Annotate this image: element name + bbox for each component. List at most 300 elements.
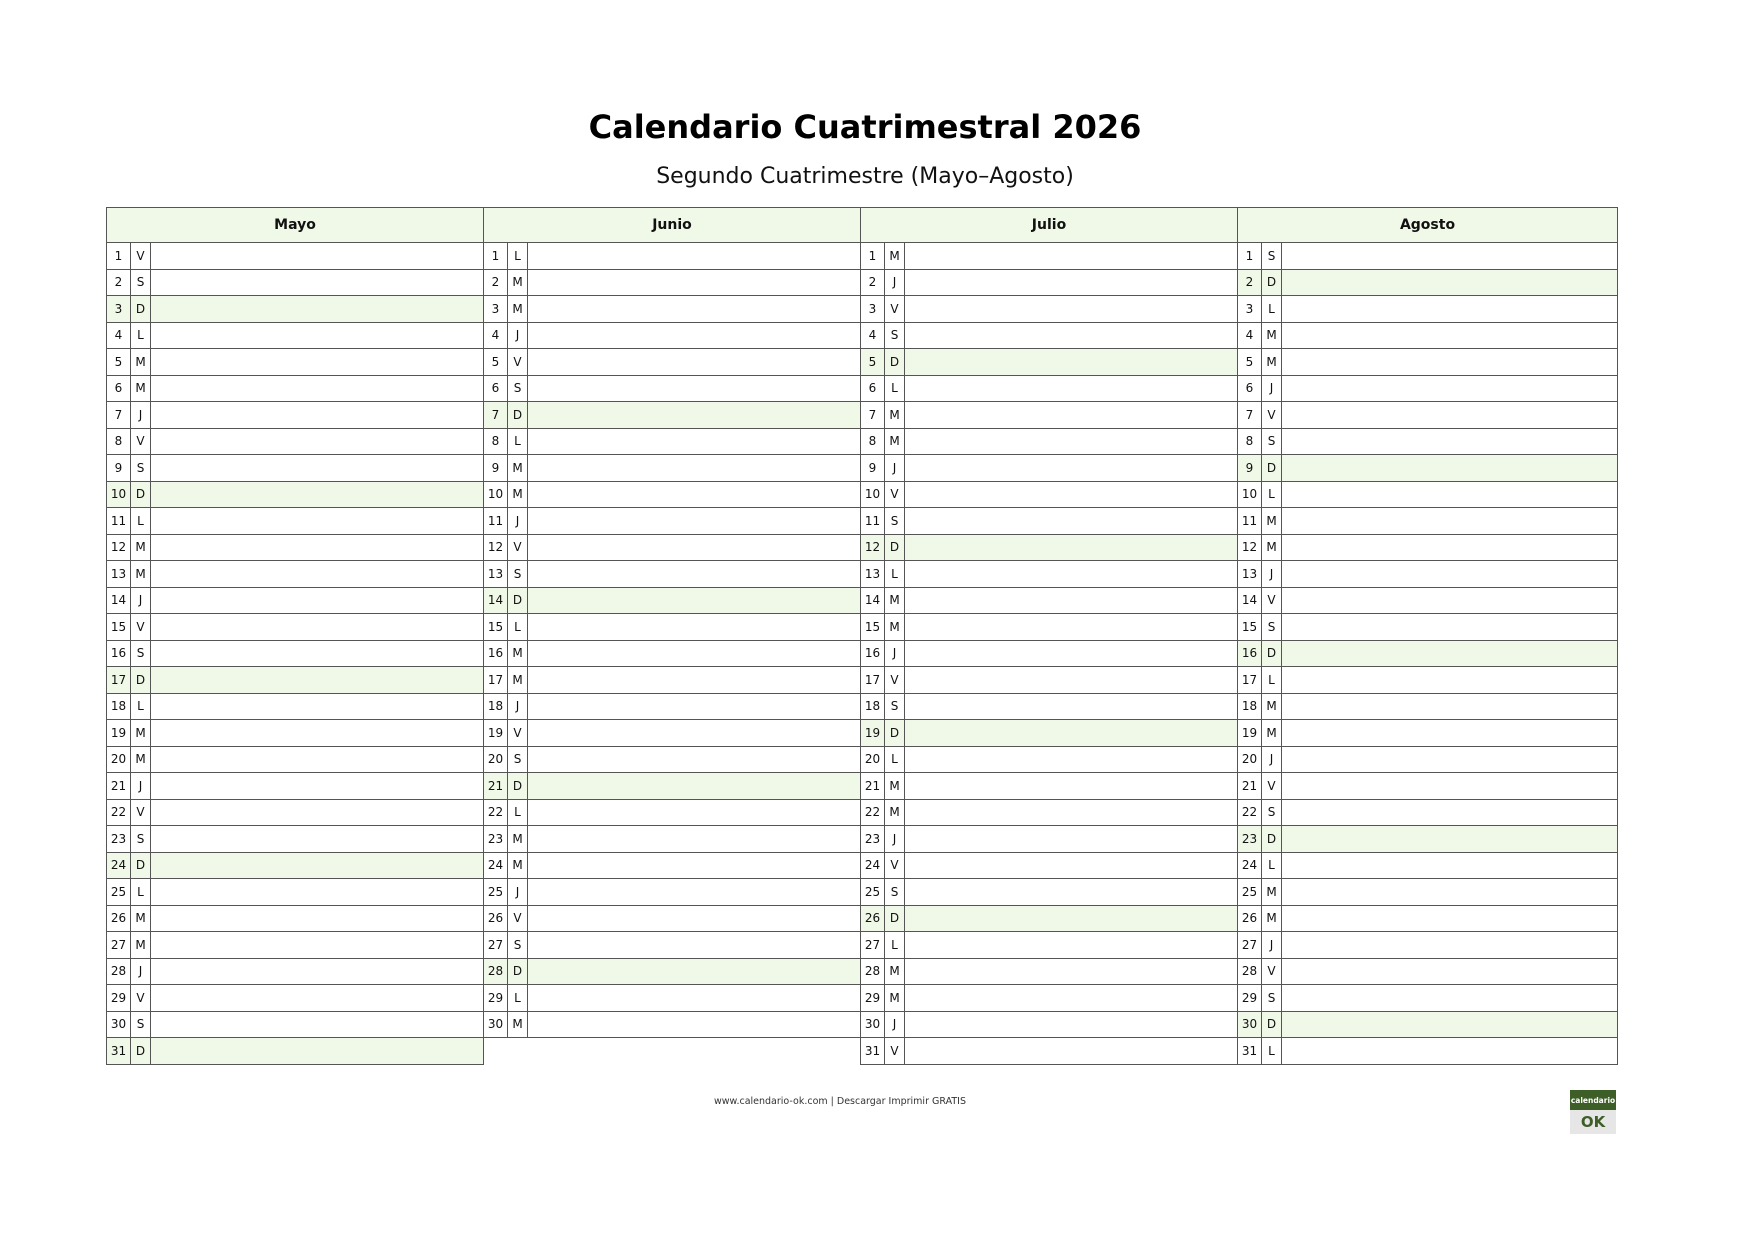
day-note-cell — [1282, 773, 1617, 799]
day-row — [860, 641, 1238, 668]
day-weekday: V — [1262, 773, 1282, 799]
day-row — [860, 270, 1238, 297]
calendario-ok-logo — [1570, 1090, 1616, 1134]
day-weekday: M — [508, 826, 528, 852]
month-header: Julio — [860, 207, 1238, 243]
day-number: 2 — [861, 270, 885, 296]
day-note-cell — [528, 826, 860, 852]
day-row — [106, 614, 484, 641]
day-note-cell — [151, 455, 483, 481]
day-weekday: L — [885, 932, 905, 958]
day-note-cell — [905, 641, 1237, 667]
day-weekday: L — [885, 747, 905, 773]
day-row — [483, 535, 861, 562]
day-row — [106, 879, 484, 906]
day-note-cell — [528, 376, 860, 402]
day-row — [106, 270, 484, 297]
day-note-cell — [1282, 959, 1617, 985]
day-weekday: D — [885, 535, 905, 561]
day-weekday: D — [131, 853, 151, 879]
day-number: 22 — [484, 800, 508, 826]
day-weekday: M — [1262, 720, 1282, 746]
day-note-cell — [905, 773, 1237, 799]
day-row — [106, 482, 484, 509]
day-number: 6 — [484, 376, 508, 402]
day-note-cell — [151, 243, 483, 269]
day-weekday: V — [131, 985, 151, 1011]
day-weekday: S — [1262, 985, 1282, 1011]
day-note-cell — [151, 1012, 483, 1038]
day-note-cell — [905, 1012, 1237, 1038]
day-weekday: S — [508, 932, 528, 958]
day-weekday: V — [131, 800, 151, 826]
day-number: 14 — [107, 588, 131, 614]
day-note-cell — [1282, 455, 1617, 481]
month-column-mayo — [106, 207, 484, 1065]
day-row — [860, 826, 1238, 853]
day-row — [483, 323, 861, 350]
day-row — [860, 747, 1238, 774]
day-number: 29 — [861, 985, 885, 1011]
day-number: 10 — [1238, 482, 1262, 508]
day-note-cell — [528, 1012, 860, 1038]
day-weekday: L — [508, 614, 528, 640]
day-number: 8 — [107, 429, 131, 455]
day-note-cell — [1282, 667, 1617, 693]
day-note-cell — [1282, 985, 1617, 1011]
day-weekday: M — [131, 349, 151, 375]
day-row — [483, 243, 861, 270]
day-weekday: D — [1262, 455, 1282, 481]
day-note-cell — [905, 614, 1237, 640]
day-weekday: V — [885, 1038, 905, 1064]
day-row — [106, 694, 484, 721]
day-note-cell — [151, 985, 483, 1011]
day-row — [1237, 959, 1618, 986]
day-weekday: S — [1262, 429, 1282, 455]
day-note-cell — [528, 959, 860, 985]
day-number: 18 — [484, 694, 508, 720]
day-note-cell — [528, 720, 860, 746]
day-number: 30 — [107, 1012, 131, 1038]
day-row — [860, 323, 1238, 350]
day-weekday: L — [885, 376, 905, 402]
day-row — [483, 270, 861, 297]
day-number: 28 — [861, 959, 885, 985]
day-row — [106, 641, 484, 668]
day-weekday: J — [885, 270, 905, 296]
day-weekday: J — [1262, 561, 1282, 587]
day-weekday: V — [885, 667, 905, 693]
day-row — [106, 800, 484, 827]
day-row — [106, 826, 484, 853]
day-weekday: M — [508, 296, 528, 322]
day-row — [106, 773, 484, 800]
day-row — [483, 376, 861, 403]
day-note-cell — [528, 614, 860, 640]
day-row — [483, 614, 861, 641]
day-row — [1237, 747, 1618, 774]
day-number: 25 — [1238, 879, 1262, 905]
day-number: 1 — [861, 243, 885, 269]
day-row — [1237, 508, 1618, 535]
day-note-cell — [905, 482, 1237, 508]
day-row — [1237, 455, 1618, 482]
day-note-cell — [905, 349, 1237, 375]
day-weekday: V — [131, 429, 151, 455]
day-note-cell — [528, 455, 860, 481]
day-row — [483, 932, 861, 959]
month-header: Agosto — [1237, 207, 1618, 243]
day-number: 16 — [484, 641, 508, 667]
day-row — [106, 561, 484, 588]
day-row — [1237, 561, 1618, 588]
day-note-cell — [528, 853, 860, 879]
day-number: 9 — [107, 455, 131, 481]
day-weekday: M — [885, 243, 905, 269]
day-note-cell — [1282, 720, 1617, 746]
day-row — [860, 296, 1238, 323]
day-weekday: V — [885, 853, 905, 879]
day-row — [106, 535, 484, 562]
day-weekday: D — [885, 349, 905, 375]
month-column-agosto — [1237, 207, 1618, 1065]
day-row — [483, 508, 861, 535]
day-number: 21 — [861, 773, 885, 799]
day-row — [1237, 323, 1618, 350]
day-row — [483, 826, 861, 853]
day-row — [483, 985, 861, 1012]
day-weekday: S — [131, 270, 151, 296]
day-number: 15 — [1238, 614, 1262, 640]
day-note-cell — [1282, 906, 1617, 932]
day-number: 13 — [107, 561, 131, 587]
day-row — [106, 455, 484, 482]
day-row — [106, 959, 484, 986]
day-weekday: V — [131, 243, 151, 269]
day-weekday: M — [508, 455, 528, 481]
day-weekday: V — [508, 535, 528, 561]
day-weekday: J — [131, 959, 151, 985]
day-number: 5 — [861, 349, 885, 375]
day-row — [860, 614, 1238, 641]
day-note-cell — [151, 535, 483, 561]
day-weekday: V — [508, 906, 528, 932]
day-row — [1237, 879, 1618, 906]
day-row — [483, 720, 861, 747]
day-row — [1237, 349, 1618, 376]
day-weekday: S — [508, 747, 528, 773]
day-number: 20 — [107, 747, 131, 773]
day-note-cell — [528, 482, 860, 508]
day-weekday: M — [131, 720, 151, 746]
day-weekday: S — [885, 879, 905, 905]
day-note-cell — [151, 959, 483, 985]
day-note-cell — [528, 800, 860, 826]
day-note-cell — [151, 773, 483, 799]
day-note-cell — [1282, 588, 1617, 614]
day-weekday: S — [131, 641, 151, 667]
day-note-cell — [905, 800, 1237, 826]
day-weekday: D — [131, 296, 151, 322]
day-note-cell — [151, 614, 483, 640]
day-number: 19 — [484, 720, 508, 746]
day-number: 23 — [484, 826, 508, 852]
day-weekday: M — [131, 906, 151, 932]
day-note-cell — [151, 879, 483, 905]
day-number: 12 — [107, 535, 131, 561]
day-note-cell — [151, 296, 483, 322]
day-note-cell — [1282, 323, 1617, 349]
day-number: 27 — [861, 932, 885, 958]
day-row — [860, 482, 1238, 509]
day-note-cell — [528, 429, 860, 455]
day-row — [483, 349, 861, 376]
day-number: 14 — [861, 588, 885, 614]
day-note-cell — [1282, 349, 1617, 375]
day-number: 21 — [484, 773, 508, 799]
day-weekday: S — [885, 694, 905, 720]
day-note-cell — [1282, 270, 1617, 296]
day-note-cell — [151, 641, 483, 667]
day-number: 26 — [107, 906, 131, 932]
day-number: 6 — [1238, 376, 1262, 402]
day-row — [860, 455, 1238, 482]
day-number: 7 — [107, 402, 131, 428]
day-note-cell — [151, 323, 483, 349]
page-subtitle: Segundo Cuatrimestre (Mayo–Agosto) — [656, 164, 1074, 189]
day-weekday: S — [1262, 243, 1282, 269]
day-note-cell — [151, 270, 483, 296]
day-weekday: L — [508, 429, 528, 455]
day-note-cell — [905, 853, 1237, 879]
day-note-cell — [1282, 1038, 1617, 1064]
day-number: 28 — [1238, 959, 1262, 985]
day-row — [483, 906, 861, 933]
day-row — [860, 376, 1238, 403]
day-row — [106, 853, 484, 880]
day-weekday: D — [508, 773, 528, 799]
day-row — [483, 694, 861, 721]
footer-text: www.calendario-ok.com | Descargar Imprimir GRATIS — [714, 1096, 966, 1107]
month-column-julio — [860, 207, 1238, 1065]
day-note-cell — [1282, 482, 1617, 508]
day-note-cell — [1282, 641, 1617, 667]
day-number: 9 — [1238, 455, 1262, 481]
day-note-cell — [905, 243, 1237, 269]
day-note-cell — [1282, 508, 1617, 534]
day-weekday: M — [1262, 535, 1282, 561]
day-note-cell — [905, 959, 1237, 985]
day-weekday: M — [508, 482, 528, 508]
day-row — [1237, 614, 1618, 641]
day-note-cell — [905, 588, 1237, 614]
day-note-cell — [528, 561, 860, 587]
day-weekday: D — [508, 402, 528, 428]
day-row — [860, 906, 1238, 933]
day-number: 23 — [107, 826, 131, 852]
day-weekday: M — [1262, 906, 1282, 932]
day-weekday: L — [131, 508, 151, 534]
day-row — [106, 720, 484, 747]
day-number: 15 — [861, 614, 885, 640]
day-number: 23 — [1238, 826, 1262, 852]
day-note-cell — [905, 535, 1237, 561]
day-row — [483, 455, 861, 482]
day-weekday: M — [131, 561, 151, 587]
day-note-cell — [528, 349, 860, 375]
day-number: 5 — [107, 349, 131, 375]
day-weekday: J — [131, 773, 151, 799]
day-weekday: J — [131, 402, 151, 428]
day-row — [860, 402, 1238, 429]
day-note-cell — [151, 349, 483, 375]
day-number: 10 — [861, 482, 885, 508]
day-number: 26 — [861, 906, 885, 932]
day-note-cell — [528, 243, 860, 269]
day-note-cell — [1282, 694, 1617, 720]
day-weekday: D — [131, 1038, 151, 1064]
day-weekday: D — [508, 959, 528, 985]
day-note-cell — [528, 932, 860, 958]
day-number: 12 — [861, 535, 885, 561]
day-number: 10 — [484, 482, 508, 508]
day-row — [483, 747, 861, 774]
day-row — [483, 641, 861, 668]
day-row — [1237, 694, 1618, 721]
day-row — [1237, 482, 1618, 509]
logo-top-text: calendario — [1570, 1090, 1616, 1110]
day-number: 4 — [484, 323, 508, 349]
day-weekday: L — [1262, 853, 1282, 879]
day-note-cell — [151, 429, 483, 455]
day-weekday: L — [131, 694, 151, 720]
day-note-cell — [151, 376, 483, 402]
day-number: 24 — [107, 853, 131, 879]
day-note-cell — [1282, 402, 1617, 428]
day-weekday: M — [508, 667, 528, 693]
day-number: 1 — [484, 243, 508, 269]
day-note-cell — [528, 641, 860, 667]
day-row — [106, 1012, 484, 1039]
day-number: 5 — [1238, 349, 1262, 375]
day-weekday: V — [508, 349, 528, 375]
day-row — [1237, 853, 1618, 880]
day-row — [1237, 826, 1618, 853]
day-number: 20 — [484, 747, 508, 773]
day-number: 3 — [484, 296, 508, 322]
day-row — [106, 243, 484, 270]
day-note-cell — [151, 720, 483, 746]
day-number: 24 — [861, 853, 885, 879]
day-note-cell — [151, 508, 483, 534]
day-row — [860, 694, 1238, 721]
day-weekday: V — [1262, 588, 1282, 614]
day-note-cell — [528, 773, 860, 799]
day-number: 27 — [107, 932, 131, 958]
day-number: 2 — [484, 270, 508, 296]
day-number: 29 — [484, 985, 508, 1011]
day-number: 9 — [861, 455, 885, 481]
day-row — [860, 773, 1238, 800]
day-weekday: L — [131, 323, 151, 349]
day-number: 28 — [484, 959, 508, 985]
day-number: 8 — [861, 429, 885, 455]
day-note-cell — [528, 747, 860, 773]
day-weekday: M — [131, 376, 151, 402]
day-row — [106, 296, 484, 323]
day-weekday: V — [885, 482, 905, 508]
day-row — [1237, 588, 1618, 615]
day-note-cell — [1282, 879, 1617, 905]
day-note-cell — [1282, 1012, 1617, 1038]
day-row — [106, 985, 484, 1012]
day-weekday: S — [131, 1012, 151, 1038]
day-weekday: S — [1262, 800, 1282, 826]
day-number: 1 — [107, 243, 131, 269]
day-number: 2 — [1238, 270, 1262, 296]
day-number: 12 — [1238, 535, 1262, 561]
day-note-cell — [528, 508, 860, 534]
day-number: 10 — [107, 482, 131, 508]
day-note-cell — [1282, 561, 1617, 587]
day-weekday: D — [1262, 641, 1282, 667]
day-row — [483, 773, 861, 800]
day-row — [106, 349, 484, 376]
day-row — [860, 879, 1238, 906]
day-number: 23 — [861, 826, 885, 852]
day-row — [860, 1038, 1238, 1065]
day-weekday: M — [1262, 694, 1282, 720]
day-weekday: S — [508, 561, 528, 587]
day-number: 16 — [1238, 641, 1262, 667]
day-row — [483, 800, 861, 827]
month-header: Mayo — [106, 207, 484, 243]
day-note-cell — [1282, 800, 1617, 826]
day-row — [483, 296, 861, 323]
day-number: 4 — [861, 323, 885, 349]
day-weekday: M — [885, 588, 905, 614]
day-row — [860, 535, 1238, 562]
day-weekday: S — [131, 455, 151, 481]
day-number: 11 — [484, 508, 508, 534]
day-note-cell — [1282, 614, 1617, 640]
day-weekday: J — [1262, 747, 1282, 773]
day-row — [860, 959, 1238, 986]
day-weekday: D — [1262, 270, 1282, 296]
day-row — [106, 667, 484, 694]
month-column-junio — [483, 207, 861, 1038]
day-row — [1237, 402, 1618, 429]
day-number: 19 — [861, 720, 885, 746]
day-number: 28 — [107, 959, 131, 985]
day-number: 19 — [1238, 720, 1262, 746]
day-note-cell — [528, 667, 860, 693]
day-weekday: M — [1262, 323, 1282, 349]
day-row — [860, 508, 1238, 535]
day-number: 31 — [107, 1038, 131, 1064]
day-row — [106, 906, 484, 933]
day-weekday: J — [1262, 932, 1282, 958]
day-row — [860, 667, 1238, 694]
day-weekday: V — [1262, 402, 1282, 428]
day-number: 11 — [861, 508, 885, 534]
day-row — [1237, 641, 1618, 668]
day-row — [106, 747, 484, 774]
day-weekday: D — [1262, 826, 1282, 852]
day-number: 14 — [484, 588, 508, 614]
day-row — [483, 482, 861, 509]
